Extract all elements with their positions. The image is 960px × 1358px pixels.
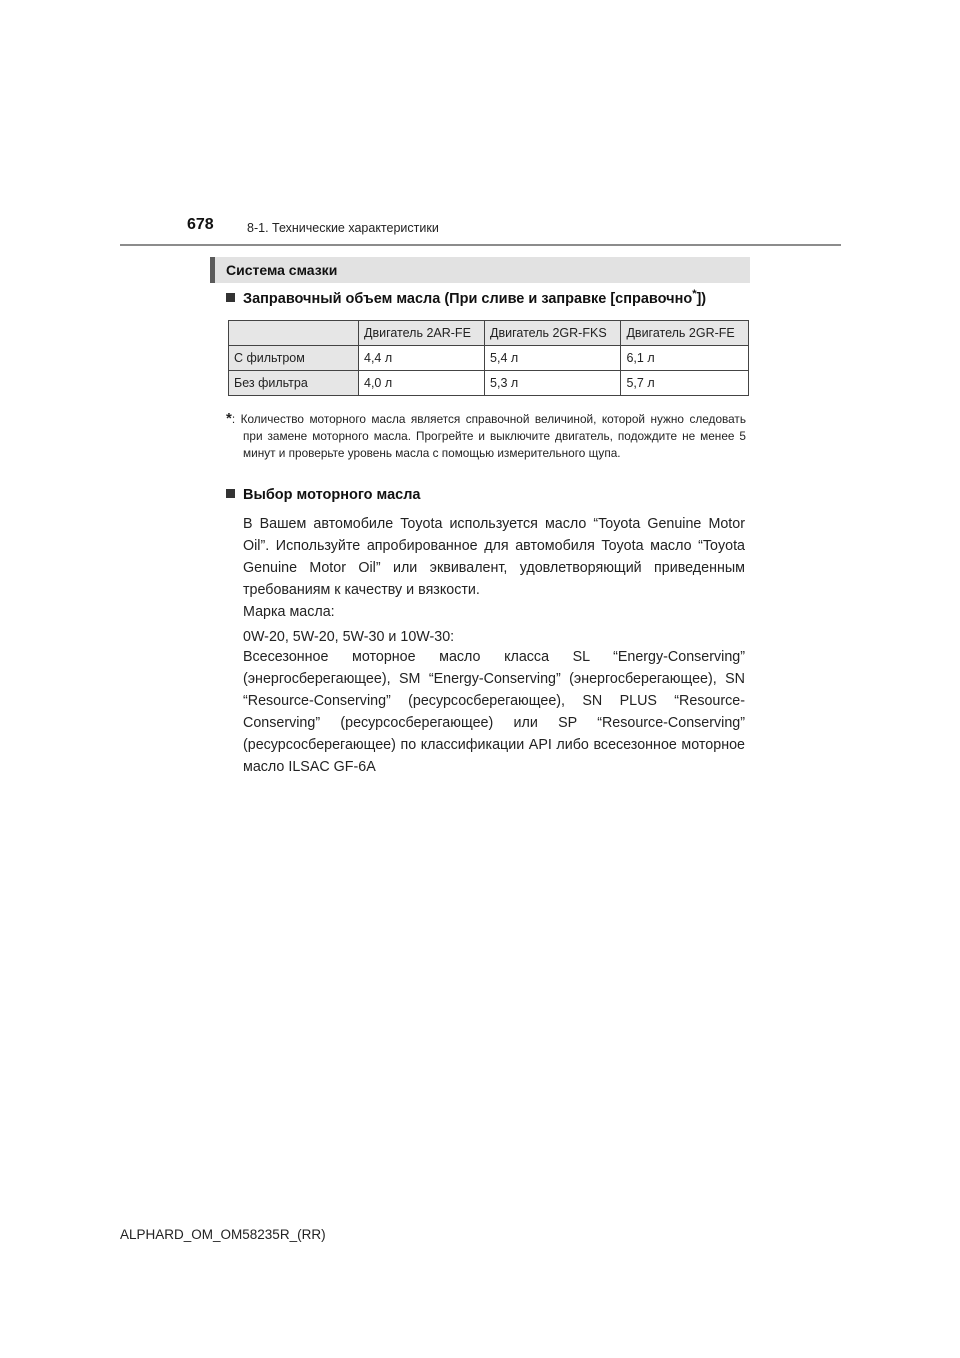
capacity-heading-end: ]) [696, 290, 707, 307]
section-bar [210, 257, 750, 283]
table-cell: 5,7 л [621, 371, 749, 396]
oil-selection-heading [226, 487, 421, 503]
bullet-square-icon [226, 489, 235, 498]
header-rule [120, 244, 841, 246]
oil-selection-paragraph: В Вашем автомобиле Toyota используется масло “Toyota Genuine Motor Oil”. Используйте апробированное для автомобиля Toyota масло “Toyota Genuine Motor Oil” или эквивалент, удовлетворяющий приведенным требованиям к качеству и вязкости. [243, 516, 745, 598]
table-header-cell: Двигатель 2GR-FE [621, 321, 749, 346]
table-row-label: С фильтром [229, 346, 359, 371]
table-header-cell: Двигатель 2GR-FKS [485, 321, 621, 346]
oil-grade-description: Всесезонное моторное масло класса SL “Energy-Conserving” (энергосберегающее), SM “Energy-Conserving” (энергосберегающее), SN “Resource-Conserving” (ресурсосберегающее), SN PLUS “Resource-Conserving” (ресурсосберегающее) или SP “Resource-Conserving” (ресурсосберегающее) по классификации API либо всесезонное моторное масло ILSAC GF-6A [243, 649, 745, 775]
oil-capacity-table [228, 320, 749, 396]
table-row-label: Без фильтра [229, 371, 359, 396]
footnote-text: : Количество моторного масла является справочной величиной, которой нужно следовать при замене моторного масла. Прогрейте и выключите двигатель, подождите не менее 5 минут и проверьте уровень масла с помощью измерительного щупа. [231, 412, 746, 460]
table-row [229, 346, 749, 371]
table-row [229, 371, 749, 396]
capacity-heading-text: Заправочный объем масла (При сливе и заправке [справочно [243, 290, 693, 307]
oil-grades: 0W-20, 5W-20, 5W-30 и 10W-30: [243, 629, 455, 645]
bullet-square-icon [226, 293, 235, 302]
capacity-footnote [226, 410, 746, 462]
oil-selection-heading-text: Выбор моторного масла [243, 487, 421, 503]
table-cell: 4,4 л [359, 346, 485, 371]
footnote-mark: * [226, 410, 232, 427]
chapter-title: 8-1. Технические характеристики [247, 221, 439, 235]
table-cell: 6,1 л [621, 346, 749, 371]
document-id: ALPHARD_OM_OM58235R_(RR) [120, 1227, 326, 1242]
table-header-row [229, 321, 749, 346]
page-number: 678 [187, 216, 214, 233]
table-cell: 4,0 л [359, 371, 485, 396]
table-cell: 5,4 л [485, 346, 621, 371]
table-header-cell [229, 321, 359, 346]
table-cell: 5,3 л [485, 371, 621, 396]
oil-grade-label: Марка масла: [243, 604, 335, 620]
capacity-heading-mark: * [692, 288, 697, 300]
capacity-heading [226, 288, 706, 307]
table-header-cell: Двигатель 2AR-FE [359, 321, 485, 346]
section-title: Система смазки [226, 262, 338, 278]
